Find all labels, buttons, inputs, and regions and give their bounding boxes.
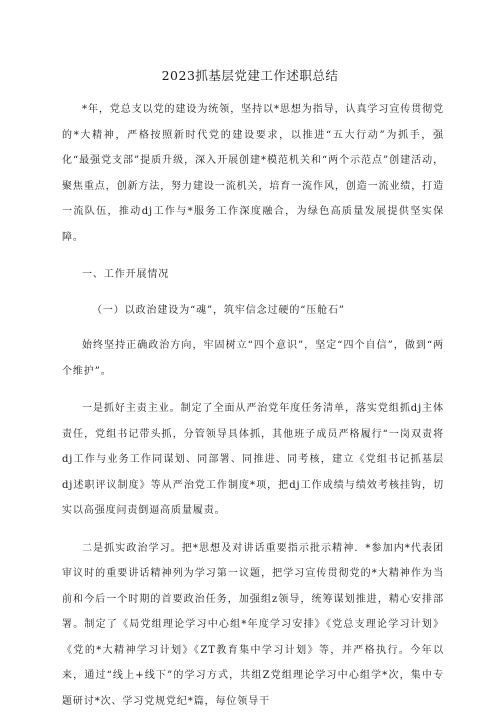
intro-paragraph: *年，党总支以党的建设为统领，坚持以*思想为指导，认真学习宣传贯彻党的*大精神，严格按照新时代党的建设要求，以推进“五大行动”为抓手，强化“最强党支部”提质升级，深入开展创建*模范机关和“两个示范点”创建活动，聚焦重点，创新方法，努力建设一流机关，培育一流作风，创造一流业绩，打造一流队伍，推动dj工作与*服务工作深度融合，为绿色高质量发展提供坚实保障。 [62, 104, 444, 243]
section-heading: 一、工作开展情况 [82, 269, 170, 280]
subsection-heading: （一）以政治建设为“魂”，筑牢信念过硬的“压舱石” [92, 304, 345, 316]
document-title: 2023抓基层党建工作述职总结 [161, 68, 339, 83]
body-paragraph: 二是抓实政治学习。把*思想及对讲话重要指示批示精神．*参加内*代表团审议时的重要讲话精神列为学习第一议题，把学习宣传贯彻党的*大精神作为当前和今后一个时期的首要政治任务，加强组z领导，统筹谋划推进，精心安排部署。制定了《局党组理论学习中心组*年度学习安排》《党总支理论学习计划》《党的*大精神学习计划》《ZT教育集中学习计划》等，并严格执行。今年以来，通过“线上+线下”的学习方式，共组Z党组理论学习中心组学*次，集中专题研讨*次、学习党规党纪*篇，每位领导干 [62, 542, 444, 707]
body-paragraph: 一是抓好主责主业。制定了全面从严治党年度任务清单，落实党组抓dj主体责任，党组书记带头抓，分管领导具体抓，其他班子成员严格履行“一岗双责将dj工作与业务工作同谋划、同部署、同推进、同考核，建立《党组书记抓基层dj述职评议制度》等从严治党工作制度*项，把dj工作成绩与绩效考核挂钩，切实以高强度问责倒逼高质量履责。 [62, 403, 444, 516]
body-paragraph: 始终坚持正确政治方向，牢固树立“四个意识”，坚定“四个自信”，做到“两个维护”。 [62, 340, 444, 377]
document-body [62, 97, 444, 726]
